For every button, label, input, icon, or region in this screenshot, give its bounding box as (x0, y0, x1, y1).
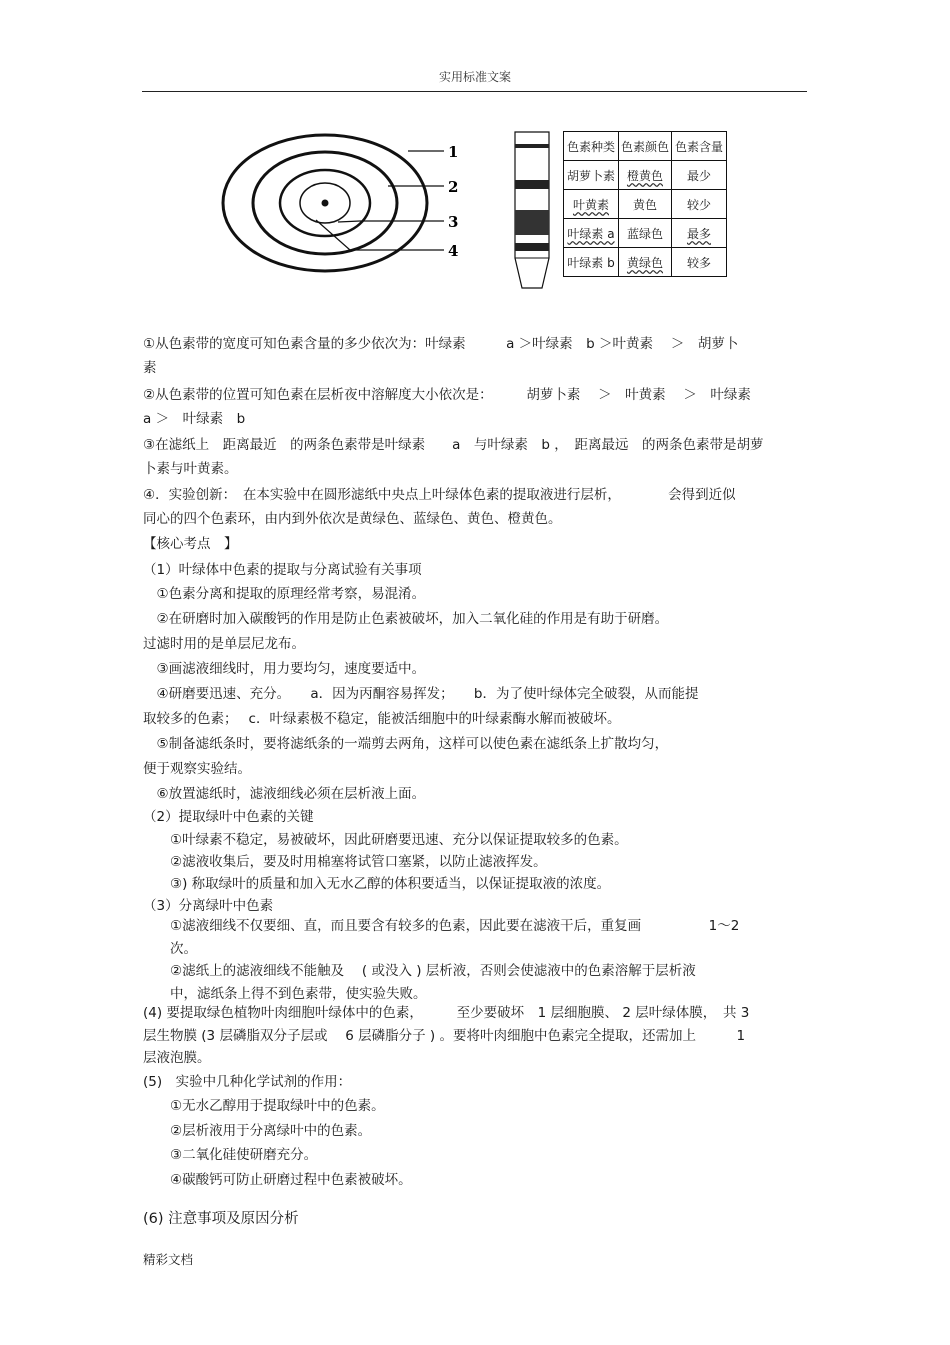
text-line: ②滤纸上的滤液细线不能触及 ( 或没入 ) 层析液，否则会使滤液中的色素溶解于层析液 (143, 963, 696, 979)
text-line: 层液泡膜。 (143, 1050, 211, 1066)
text-line: ①从色素带的宽度可知色素含量的多少依次为：叶绿素 a ＞叶绿素 b ＞叶黄素 ＞ 胡萝卜 (143, 336, 739, 352)
text-line: ②从色素带的位置可知色素在层析夜中溶解度大小依次是： 胡萝卜素 ＞ 叶黄素 ＞ 叶绿素 (143, 387, 751, 403)
text-line: ①滤液细线不仅要细、直，而且要含有较多的色素，因此要在滤液干后，重复画 1～2 (143, 918, 740, 934)
ring-label-4: 4 (448, 242, 459, 260)
text-line: （1）叶绿体中色素的提取与分离试验有关事项 (143, 562, 422, 578)
text-line: ②在研磨时加入碳酸钙的作用是防止色素被破坏，加入二氧化硅的作用是有助于研磨。 (143, 611, 669, 627)
ring-label-1: 1 (448, 143, 459, 161)
table-header-cell: 色素含量 (672, 132, 727, 161)
table-row (564, 190, 727, 219)
text-line: 层生物膜 (3 层磷脂双分子层或 6 层磷脂分子 ) 。要将叶肉细胞中色素完全提取，还需加上 1 (143, 1028, 746, 1044)
band-carotene (515, 144, 549, 148)
table-cell: 最少 (672, 161, 727, 190)
ring-label-2: 2 (448, 178, 459, 196)
table-cell: 胡萝卜素 (564, 161, 619, 190)
text-line: (5) 实验中几种化学试剂的作用： (143, 1074, 352, 1090)
text-line: ①色素分离和提取的原理经常考察，易混淆。 (143, 586, 426, 602)
text-line: 同心的四个色素环，由内到外依次是黄绿色、蓝绿色、黄色、橙黄色。 (143, 511, 562, 527)
header-rule (142, 91, 807, 92)
table-cell: 较多 (672, 248, 727, 277)
table-cell-text: 橙黄色 (626, 168, 663, 183)
page-header: 实用标准文案 (438, 70, 511, 84)
text-line: （3）分离绿叶中色素 (143, 898, 274, 914)
text-line: ②滤液收集后，要及时用棉塞将试管口塞紧，以防止滤液挥发。 (143, 854, 547, 870)
table-row (564, 219, 727, 248)
ring-label-3: 3 (448, 213, 459, 231)
table-header-cell: 色素颜色 (619, 132, 672, 161)
table-header-cell: 色素种类 (564, 132, 619, 161)
text-line: ③在滤纸上 距离最近 的两条色素带是叶绿素 a 与叶绿素 b ， 距离最远 的两条色素带是胡萝 (143, 437, 764, 453)
text-line: 素 (143, 360, 157, 376)
text-line: ②层析液用于分离绿叶中的色素。 (143, 1123, 372, 1139)
filter-paper-strip (512, 130, 552, 292)
pigment-table (563, 131, 727, 277)
pigment-ring-diagram (218, 128, 478, 308)
table-cell: 蓝绿色 (619, 219, 672, 248)
text-line: ④研磨要迅速、充分。 a．因为丙酮容易挥发； b．为了使叶绿体完全破裂，从而能提 (143, 686, 699, 702)
table-cell-text: 黄绿色 (626, 255, 663, 270)
table-cell (564, 219, 619, 248)
table-cell (619, 161, 672, 190)
text-line: （2）提取绿叶中色素的关键 (143, 809, 314, 825)
text-line: ③) 称取绿叶的质量和加入无水乙醇的体积要适当，以保证提取液的浓度。 (143, 876, 611, 892)
table-cell (672, 219, 727, 248)
text-line: (4) 要提取绿色植物叶肉细胞叶绿体中的色素， 至少要破坏 1 层细胞膜、 2 层叶绿体膜， 共 3 (143, 1005, 750, 1021)
text-line: ⑤制备滤纸条时，要将滤纸条的一端剪去两角，这样可以使色素在滤纸条上扩散均匀， (143, 736, 669, 752)
text-line: ④碳酸钙可防止研磨过程中色素被破坏。 (143, 1172, 412, 1188)
text-line: 便于观察实验结。 (143, 761, 251, 777)
text-line: a ＞ 叶绿素 b (143, 411, 246, 427)
table-cell: 叶绿素 b (564, 248, 619, 277)
text-line: 卜素与叶黄素。 (143, 461, 238, 477)
table-cell-text: 最多 (686, 226, 711, 241)
text-line: ④．实验创新： 在本实验中在圆形滤纸中央点上叶绿体色素的提取液进行层析， 会得到近似 (143, 487, 736, 503)
table-cell-text: 叶绿素 a (567, 226, 615, 241)
table-cell: 黄色 (619, 190, 672, 219)
table-cell: 较少 (672, 190, 727, 219)
page-footer: 精彩文档 (143, 1252, 194, 1267)
table-cell-text: 叶黄素 (572, 197, 609, 212)
table-header-row (564, 132, 727, 161)
table-cell (564, 190, 619, 219)
text-line: (6) 注意事项及原因分析 (143, 1211, 299, 1227)
text-line: 次。 (143, 941, 197, 957)
text-line: 取较多的色素； c．叶绿素极不稳定，能被活细胞中的叶绿素酶水解而被破坏。 (143, 711, 621, 727)
band-xanthophyll (515, 180, 549, 189)
center-dot (322, 200, 329, 207)
text-line: 过滤时用的是单层尼龙布。 (143, 636, 305, 652)
table-row (564, 248, 727, 277)
section-heading: 【核心考点 】 (143, 536, 238, 552)
band-chlorophyll-b (515, 243, 549, 251)
text-line: ①叶绿素不稳定，易被破坏，因此研磨要迅速、充分以保证提取较多的色素。 (143, 832, 628, 848)
text-line: ⑥放置滤纸时，滤液细线必须在层析液上面。 (143, 786, 426, 802)
text-line: ③画滤液细线时，用力要均匀，速度要适中。 (143, 661, 426, 677)
text-line: ③二氧化硅使研磨充分。 (143, 1147, 318, 1163)
band-chlorophyll-a (515, 210, 549, 235)
text-line: ①无水乙醇用于提取绿叶中的色素。 (143, 1098, 385, 1114)
table-cell (619, 248, 672, 277)
text-line: 中，滤纸条上得不到色素带，使实验失败。 (143, 986, 427, 1002)
table-row (564, 161, 727, 190)
